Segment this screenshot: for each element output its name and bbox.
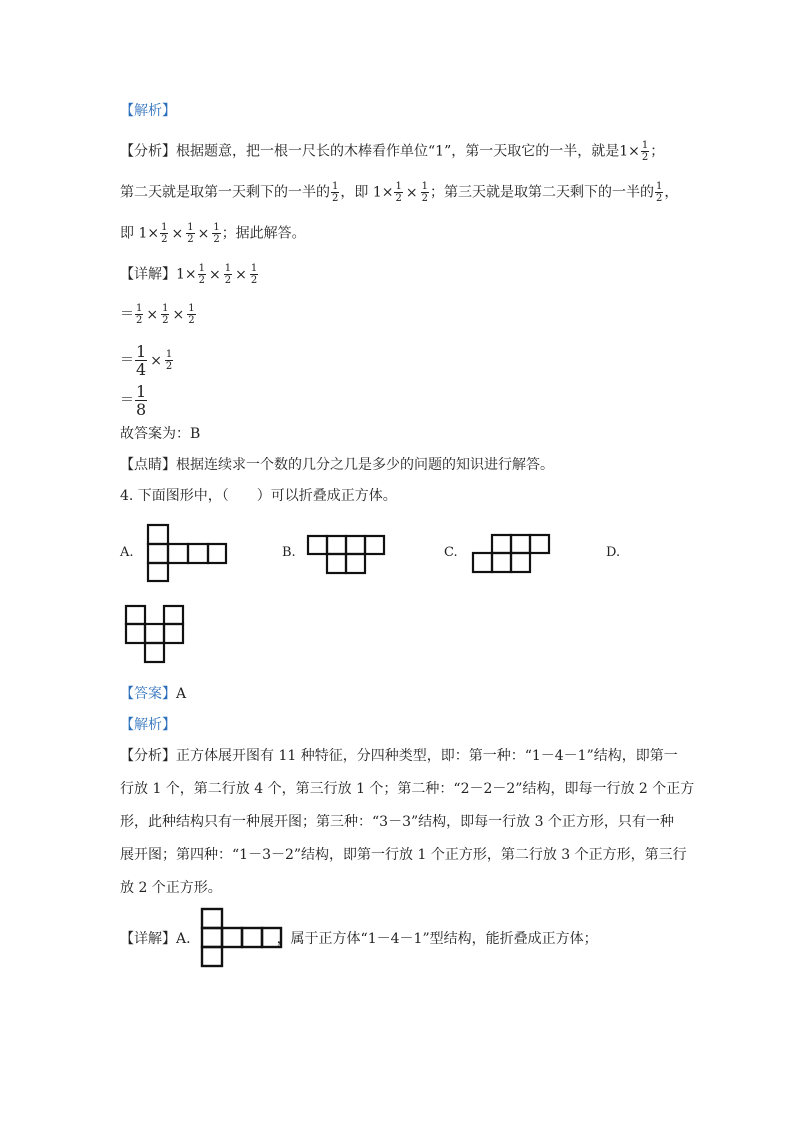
fenxi-tag: 【分析】 — [120, 143, 176, 160]
fraction-eighth: $\frac{1}{8}$ — [136, 382, 147, 419]
fenxi-text: 正方体展开图有 11 种特征，分四种类型，即：第一种：“1－4－1”结构，即第一 — [176, 748, 678, 764]
fraction-half: $\frac{1}{2}$ — [198, 263, 206, 286]
fenxi2-line-3: 形，此种结构只有一种展开图；第三种：“3－3”结构，即每一行放 3 个正方形，只有一种 — [120, 814, 674, 830]
fraction-half: $\frac{1}{2}$ — [165, 349, 173, 372]
equals-sign: ＝ — [120, 352, 134, 369]
times-sign: × — [197, 225, 210, 242]
fenxi-text: ；第三天就是取第二天剩下的一半的 — [429, 184, 654, 201]
times-sign: × — [172, 306, 185, 323]
option-d-net — [124, 604, 186, 664]
fenxi2-line-5: 放 2 个正方形。 — [120, 880, 222, 896]
fraction-half: $\frac{1}{2}$ — [655, 181, 663, 204]
fraction-half: $\frac{1}{2}$ — [187, 222, 194, 245]
times-sign: × — [209, 266, 221, 283]
option-c-label: C. — [444, 545, 458, 560]
times-sign: × — [405, 184, 418, 201]
option-a-label: A. — [120, 545, 134, 560]
fenxi-text: 第二天就是取第一天剩下的一半的 — [120, 184, 330, 201]
fraction-half: $\frac{1}{2}$ — [162, 303, 169, 326]
equals-sign: ＝ — [120, 392, 134, 409]
times-sign: × — [146, 306, 159, 323]
fenxi-line-1 — [120, 140, 664, 163]
fraction-half: $\frac{1}{2}$ — [421, 181, 428, 204]
punct: ， — [664, 184, 679, 201]
xiangjie-tag: 【详解】 — [120, 266, 176, 283]
option-d-label: D. — [606, 545, 621, 560]
answer-line-q4 — [120, 683, 186, 705]
fenxi-text: 即 1× — [120, 225, 160, 242]
punct: ； — [650, 143, 665, 160]
xiangjie-tag: 【详解】 — [120, 931, 176, 947]
times-sign: × — [171, 225, 184, 242]
xiangjie-text: 1× — [176, 266, 197, 283]
times-sign: × — [235, 266, 247, 283]
fenxi-text: ；据此解答。 — [221, 225, 306, 242]
option-b-net — [306, 534, 386, 576]
question-4-stem: 4. 下面图形中，（ ）可以折叠成正方体。 — [120, 488, 397, 504]
fenxi-text: ，即 1× — [340, 184, 394, 201]
dianjing-line — [120, 454, 554, 476]
fenxi-line-3 — [120, 222, 306, 245]
dianjing-text: 根据连续求一个数的几分之几是多少的问题的知识进行解答。 — [176, 457, 554, 473]
jiexi-heading-2: 【解析】 — [120, 717, 176, 733]
xiangjie-line-3 — [120, 343, 174, 378]
fraction-half: $\frac{1}{2}$ — [641, 140, 649, 163]
option-b-label: B. — [282, 545, 296, 560]
daan-value: A — [176, 686, 187, 702]
answer-line: 故答案为：B — [120, 426, 201, 442]
option-c-net — [471, 533, 551, 575]
fenxi-tag: 【分析】 — [120, 748, 176, 764]
xiangjie-line-2 — [120, 303, 197, 326]
jiexi-heading: 【解析】 — [120, 103, 176, 119]
fraction-quarter: $\frac{1}{4}$ — [136, 342, 147, 379]
fraction-half: $\frac{1}{2}$ — [395, 181, 402, 204]
xiangjie-line-1 — [120, 263, 259, 286]
times-sign: × — [150, 352, 162, 369]
daan-tag: 【答案】 — [120, 686, 176, 702]
fraction-half: $\frac{1}{2}$ — [213, 222, 220, 245]
dianjing-tag: 【点睛】 — [120, 457, 176, 473]
fraction-half: $\frac{1}{2}$ — [250, 263, 258, 286]
equals-sign: ＝ — [120, 306, 134, 323]
fenxi-text: 根据题意，把一根一尺长的木棒看作单位“1”，第一天取它的一半，就是1× — [176, 143, 640, 160]
fenxi-line-2 — [120, 181, 678, 204]
fraction-half: $\frac{1}{2}$ — [161, 222, 168, 245]
detail-net-a — [200, 907, 284, 969]
fraction-half: $\frac{1}{2}$ — [188, 303, 195, 326]
fraction-half: $\frac{1}{2}$ — [136, 303, 143, 326]
fenxi2-line-4: 展开图；第四种：“1－3－2”结构，即第一行放 1 个正方形，第二行放 3 个正方形，第三行 — [120, 847, 687, 863]
fraction-half: $\frac{1}{2}$ — [332, 181, 339, 204]
xiangjie2-line — [120, 928, 598, 950]
xiangjie-text: ，属于正方体“1－4－1”型结构，能折叠成正方体； — [276, 931, 598, 947]
xiangjie-option: A. — [176, 931, 191, 947]
xiangjie-line-4 — [120, 383, 148, 418]
fraction-half: $\frac{1}{2}$ — [224, 263, 232, 286]
option-a-net — [146, 523, 228, 583]
fenxi2-line-2: 行放 1 个，第二行放 4 个，第三行放 1 个；第二种：“2－2－2”结构，即每一行放 2 个正方 — [120, 781, 695, 797]
fenxi2-line-1 — [120, 745, 678, 767]
